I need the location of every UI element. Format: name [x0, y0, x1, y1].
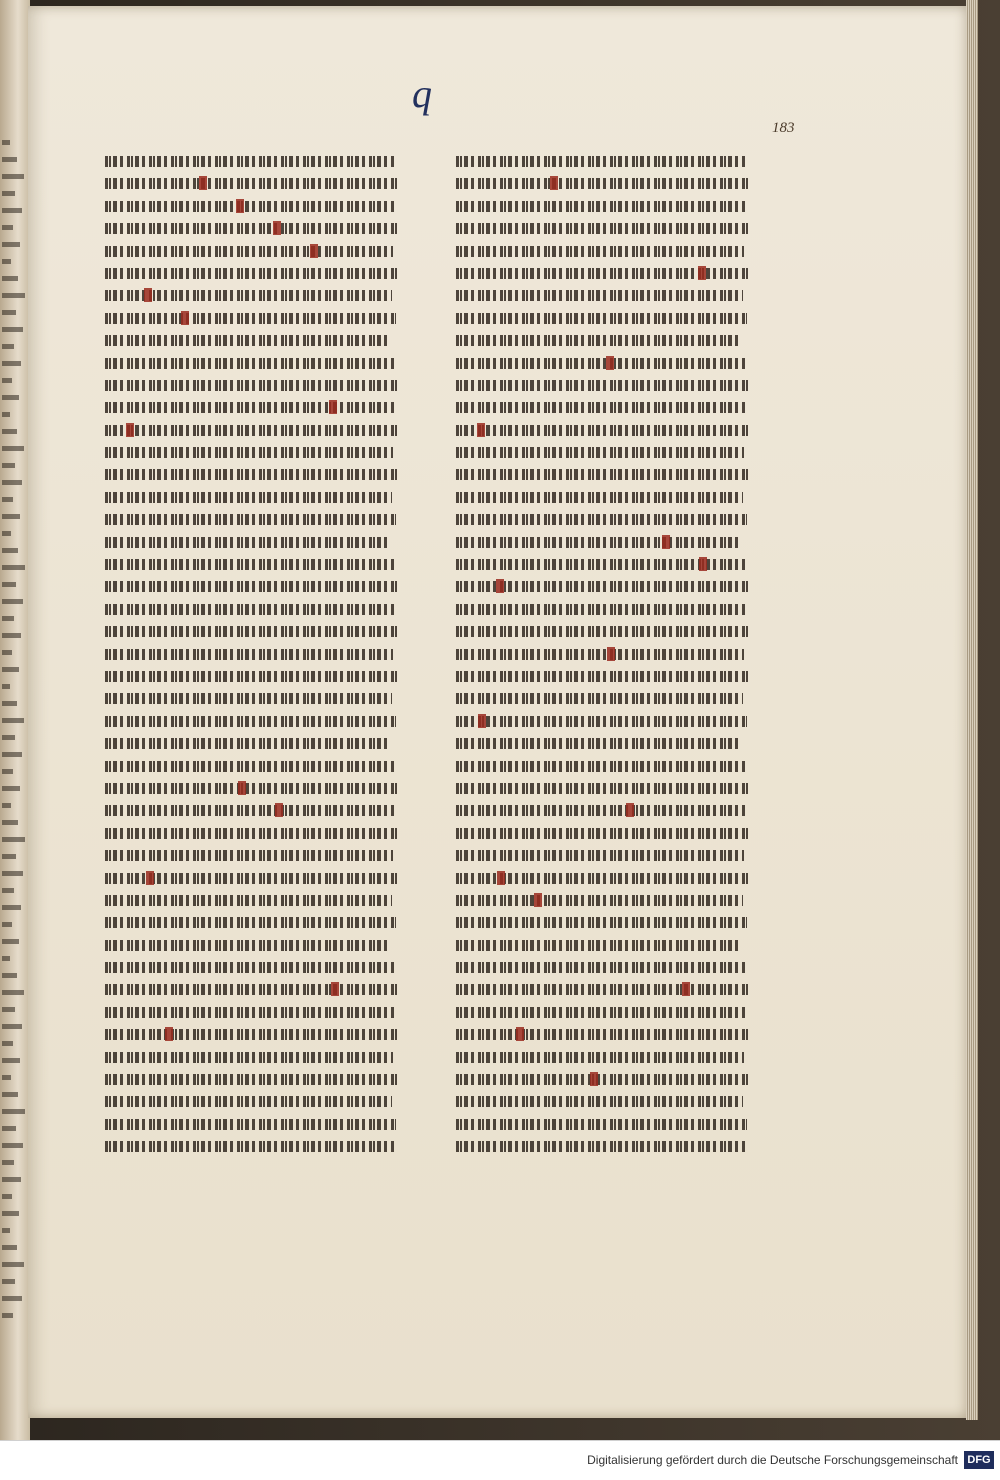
rubric-mark: [699, 557, 707, 571]
text-line-ink: [105, 1119, 396, 1130]
text-line-ink: [456, 156, 746, 167]
facing-page-text-stub: [2, 939, 19, 944]
text-line-ink: [105, 335, 391, 346]
text-line-ink: [105, 604, 394, 615]
text-line-ink: [456, 738, 742, 749]
text-line-ink: [456, 537, 742, 548]
facing-page-text-stub: [2, 548, 18, 553]
facing-page-text-stub: [2, 531, 11, 536]
text-line: [456, 755, 756, 777]
rubric-mark: [275, 803, 283, 817]
text-line: [105, 732, 405, 754]
facing-page-text-stub: [2, 140, 10, 145]
text-line: [105, 374, 405, 396]
text-line: [456, 1135, 756, 1157]
text-line-ink: [456, 761, 746, 772]
text-line-ink: [456, 313, 747, 324]
facing-page-text-stub: [2, 480, 22, 485]
text-line: [456, 531, 756, 553]
rubric-mark: [199, 176, 207, 190]
text-line-ink: [456, 805, 745, 816]
text-line-ink: [456, 783, 750, 794]
text-line: [105, 665, 405, 687]
facing-page-text-stub: [2, 497, 13, 502]
facing-page-edge: [0, 0, 30, 1440]
text-line-ink: [105, 156, 395, 167]
facing-page-text-stub: [2, 616, 14, 621]
text-column-left: [105, 150, 405, 1158]
text-line: [456, 1046, 756, 1068]
text-line: [456, 352, 756, 374]
text-line: [105, 978, 405, 1000]
text-line: [456, 934, 756, 956]
text-line: [105, 889, 405, 911]
text-line: [105, 329, 405, 351]
rubric-mark: [144, 288, 152, 302]
facing-page-text-stub: [2, 599, 23, 604]
facing-page-text-stub: [2, 990, 24, 995]
text-line: [105, 195, 405, 217]
text-line: [105, 150, 405, 172]
text-line-ink: [105, 492, 392, 503]
text-line: [456, 553, 756, 575]
text-line: [456, 710, 756, 732]
facing-page-text-stub: [2, 1177, 21, 1182]
text-line-ink: [105, 1052, 393, 1063]
text-line: [456, 1090, 756, 1112]
facing-page-text-stub: [2, 1041, 13, 1046]
text-line-ink: [456, 940, 742, 951]
text-line: [105, 1113, 405, 1135]
text-line: [105, 867, 405, 889]
text-line: [456, 419, 756, 441]
rubric-mark: [236, 199, 244, 213]
text-line-ink: [105, 850, 393, 861]
rubric-mark: [496, 579, 504, 593]
text-line: [456, 889, 756, 911]
facing-page-text-stub: [2, 701, 17, 706]
facing-page-text-stub: [2, 922, 12, 927]
text-line: [105, 307, 405, 329]
text-line-ink: [456, 604, 745, 615]
facing-page-text-stub: [2, 514, 20, 519]
text-line: [456, 307, 756, 329]
text-line-ink: [456, 828, 749, 839]
text-line-ink: [105, 425, 398, 436]
text-line-ink: [105, 895, 392, 906]
facing-page-text-stub: [2, 1194, 12, 1199]
facing-page-text-stub: [2, 378, 12, 383]
text-line: [105, 956, 405, 978]
text-line: [456, 396, 756, 418]
text-line-ink: [105, 358, 395, 369]
text-line: [456, 1113, 756, 1135]
facing-page-text-stub: [2, 157, 17, 162]
facing-page-text-stub: [2, 1075, 11, 1080]
text-line-ink: [456, 469, 748, 480]
text-line: [456, 620, 756, 642]
text-line: [456, 262, 756, 284]
text-line-ink: [456, 626, 749, 637]
text-line: [105, 643, 405, 665]
text-line: [105, 911, 405, 933]
facing-page-text-stub: [2, 837, 25, 842]
text-line: [105, 262, 405, 284]
rubric-mark: [607, 647, 615, 661]
facing-page-text-stub: [2, 1160, 14, 1165]
text-line: [105, 575, 405, 597]
folio-number: 183: [772, 120, 795, 136]
text-line: [105, 822, 405, 844]
facing-page-text-stub: [2, 820, 18, 825]
rubric-mark: [497, 871, 505, 885]
text-line: [456, 508, 756, 530]
text-line: [105, 1090, 405, 1112]
facing-page-text-stub: [2, 327, 23, 332]
text-line: [456, 374, 756, 396]
text-line-ink: [456, 1007, 745, 1018]
text-line: [456, 687, 756, 709]
text-line-ink: [456, 1029, 749, 1040]
text-line: [456, 150, 756, 172]
rubric-mark: [310, 244, 318, 258]
facing-page-text-stub: [2, 718, 24, 723]
text-line: [105, 352, 405, 374]
rubric-mark: [126, 423, 134, 437]
text-line-ink: [105, 223, 398, 234]
facing-page-text-stub: [2, 1092, 18, 1097]
rubric-mark: [550, 176, 558, 190]
text-line: [105, 844, 405, 866]
text-line: [105, 553, 405, 575]
rubric-mark: [238, 781, 246, 795]
text-line: [456, 575, 756, 597]
facing-page-text-stub: [2, 259, 11, 264]
text-line: [456, 195, 756, 217]
text-line-ink: [105, 962, 395, 973]
text-line-ink: [105, 402, 394, 413]
facing-page-text-stub: [2, 429, 17, 434]
facing-page-text-stub: [2, 1262, 24, 1267]
text-line-ink: [456, 1074, 748, 1085]
text-line: [105, 1046, 405, 1068]
text-line-ink: [456, 380, 750, 391]
text-line-ink: [456, 962, 746, 973]
text-line: [456, 978, 756, 1000]
facing-page-text-stub: [2, 191, 15, 196]
facing-page-text-stub: [2, 1126, 16, 1131]
text-line: [105, 1135, 405, 1157]
facing-page-text-stub: [2, 1007, 15, 1012]
text-line-ink: [456, 649, 744, 660]
text-line-ink: [105, 246, 393, 257]
text-line-ink: [456, 693, 743, 704]
text-line: [105, 396, 405, 418]
text-line: [105, 1001, 405, 1023]
text-line-ink: [105, 268, 397, 279]
text-line: [456, 665, 756, 687]
rubric-mark: [165, 1027, 173, 1041]
rubric-mark: [698, 266, 706, 280]
text-line-ink: [456, 402, 745, 413]
text-line: [456, 1001, 756, 1023]
text-line-ink: [105, 805, 394, 816]
text-line: [105, 1023, 405, 1045]
facing-page-text-stub: [2, 1245, 17, 1250]
text-line: [456, 441, 756, 463]
text-line: [456, 956, 756, 978]
text-line: [105, 419, 405, 441]
facing-page-text-stub: [2, 633, 21, 638]
text-line: [105, 486, 405, 508]
page-initial-letter: q: [412, 71, 432, 116]
funding-credit: Digitalisierung gefördert durch die Deutsche Forschungsgemeinschaft: [587, 1453, 958, 1467]
text-line-ink: [105, 537, 391, 548]
text-line: [456, 486, 756, 508]
text-line: [456, 822, 756, 844]
facing-page-text-stub: [2, 361, 21, 366]
text-line: [105, 687, 405, 709]
text-line: [105, 531, 405, 553]
text-line-ink: [456, 246, 744, 257]
text-line-ink: [105, 917, 396, 928]
text-line-ink: [105, 693, 392, 704]
facing-page-text-stub: [2, 871, 23, 876]
text-line-ink: [105, 313, 396, 324]
rubric-mark: [477, 423, 485, 437]
text-line-ink: [105, 984, 399, 995]
text-line: [456, 777, 756, 799]
facing-page-text-stub: [2, 225, 13, 230]
text-line: [456, 172, 756, 194]
dfg-logo: DFG: [964, 1451, 994, 1469]
rubric-mark: [273, 221, 281, 235]
page-fore-edge: [966, 0, 978, 1420]
facing-page-text-stub: [2, 752, 22, 757]
text-line: [105, 777, 405, 799]
facing-page-text-stub: [2, 344, 14, 349]
facing-page-text-stub: [2, 174, 24, 179]
text-line: [105, 217, 405, 239]
text-line: [456, 844, 756, 866]
text-line-ink: [456, 290, 743, 301]
facing-page-text-stub: [2, 582, 16, 587]
text-line-ink: [105, 1029, 398, 1040]
text-line-ink: [456, 984, 750, 995]
text-line-ink: [456, 178, 750, 189]
text-line: [456, 799, 756, 821]
text-line-ink: [105, 201, 394, 212]
text-line-ink: [456, 358, 746, 369]
text-line-ink: [105, 671, 397, 682]
text-line: [456, 1023, 756, 1045]
text-line: [456, 240, 756, 262]
text-line-ink: [105, 514, 396, 525]
rubric-mark: [662, 535, 670, 549]
text-line: [105, 1068, 405, 1090]
facing-page-text-stub: [2, 684, 10, 689]
facing-page-text-stub: [2, 276, 18, 281]
facing-page-text-stub: [2, 786, 20, 791]
text-line-ink: [456, 1096, 743, 1107]
facing-page-text-stub: [2, 1211, 19, 1216]
text-line-ink: [456, 917, 747, 928]
text-line-ink: [105, 581, 399, 592]
text-line-ink: [105, 1074, 397, 1085]
rubric-mark: [516, 1027, 524, 1041]
text-line-ink: [456, 492, 743, 503]
text-line: [456, 598, 756, 620]
facing-page-text-stub: [2, 667, 19, 672]
text-line: [456, 284, 756, 306]
facing-page-text-stub: [2, 769, 13, 774]
rubric-mark: [682, 982, 690, 996]
rubric-mark: [606, 356, 614, 370]
text-line-ink: [105, 469, 397, 480]
text-line: [105, 172, 405, 194]
facing-page-text-stub: [2, 650, 12, 655]
text-column-right: [456, 150, 756, 1158]
text-line: [105, 799, 405, 821]
text-line-ink: [105, 716, 396, 727]
text-line-ink: [105, 738, 391, 749]
text-line-ink: [105, 783, 399, 794]
facing-page-text-stub: [2, 412, 10, 417]
facing-page-text-stub: [2, 803, 11, 808]
text-line-ink: [456, 671, 748, 682]
text-line-ink: [105, 940, 391, 951]
text-line: [456, 732, 756, 754]
rubric-mark: [181, 311, 189, 325]
text-line-ink: [456, 447, 744, 458]
text-line-ink: [456, 335, 742, 346]
facing-page-text-stub: [2, 395, 19, 400]
text-line: [456, 329, 756, 351]
facing-page-text-stub: [2, 1109, 25, 1114]
rubric-mark: [534, 893, 542, 907]
facing-page-text-stub: [2, 1058, 20, 1063]
text-line-ink: [456, 1119, 747, 1130]
facing-page-text-stub: [2, 1279, 15, 1284]
text-line-ink: [105, 1141, 395, 1152]
text-line-ink: [105, 761, 395, 772]
text-line-ink: [456, 850, 744, 861]
rubric-mark: [146, 871, 154, 885]
rubric-mark: [329, 400, 337, 414]
facing-page-text-stub: [2, 854, 16, 859]
text-line-ink: [456, 425, 749, 436]
text-line: [456, 463, 756, 485]
text-line: [105, 598, 405, 620]
facing-page-text-stub: [2, 310, 16, 315]
facing-page-text-stub: [2, 463, 15, 468]
facing-page-text-stub: [2, 735, 15, 740]
facing-page-text-stub: [2, 446, 24, 451]
text-line: [456, 1068, 756, 1090]
text-line-ink: [105, 1007, 394, 1018]
facing-page-text-stub: [2, 973, 17, 978]
text-line-ink: [105, 380, 399, 391]
text-line: [456, 643, 756, 665]
text-line-ink: [105, 1096, 392, 1107]
facing-page-text-stub: [2, 1313, 13, 1318]
facing-page-text-stub: [2, 293, 25, 298]
facing-page-text-stub: [2, 1228, 10, 1233]
text-line-ink: [105, 828, 398, 839]
text-line-ink: [456, 895, 743, 906]
text-line: [105, 508, 405, 530]
facing-page-text-stub: [2, 1296, 22, 1301]
text-line: [105, 934, 405, 956]
text-line-ink: [456, 223, 749, 234]
facing-page-text-stub: [2, 905, 21, 910]
text-line: [105, 284, 405, 306]
rubric-mark: [478, 714, 486, 728]
facing-page-text-stub: [2, 888, 14, 893]
text-line: [105, 755, 405, 777]
text-line: [105, 710, 405, 732]
text-line-ink: [105, 178, 399, 189]
text-line: [456, 867, 756, 889]
text-line: [105, 441, 405, 463]
text-line: [456, 911, 756, 933]
text-line: [105, 620, 405, 642]
facing-page-text-stub: [2, 565, 25, 570]
text-line-ink: [456, 1141, 746, 1152]
facing-page-text-stub: [2, 1024, 22, 1029]
text-line-ink: [105, 559, 395, 570]
rubric-mark: [626, 803, 634, 817]
text-line: [105, 240, 405, 262]
text-line-ink: [105, 447, 393, 458]
text-line-ink: [105, 649, 393, 660]
text-line-ink: [456, 201, 745, 212]
text-line-ink: [456, 514, 747, 525]
rubric-mark: [590, 1072, 598, 1086]
facing-page-text-stub: [2, 242, 20, 247]
facing-page-text-stub: [2, 956, 10, 961]
text-line: [105, 463, 405, 485]
text-line-ink: [456, 1052, 744, 1063]
rubric-mark: [331, 982, 339, 996]
digitization-footer: [0, 1440, 1000, 1480]
facing-page-text-stub: [2, 1143, 23, 1148]
text-line-ink: [456, 716, 747, 727]
text-line-ink: [105, 626, 398, 637]
text-line: [456, 217, 756, 239]
facing-page-text-stub: [2, 208, 22, 213]
